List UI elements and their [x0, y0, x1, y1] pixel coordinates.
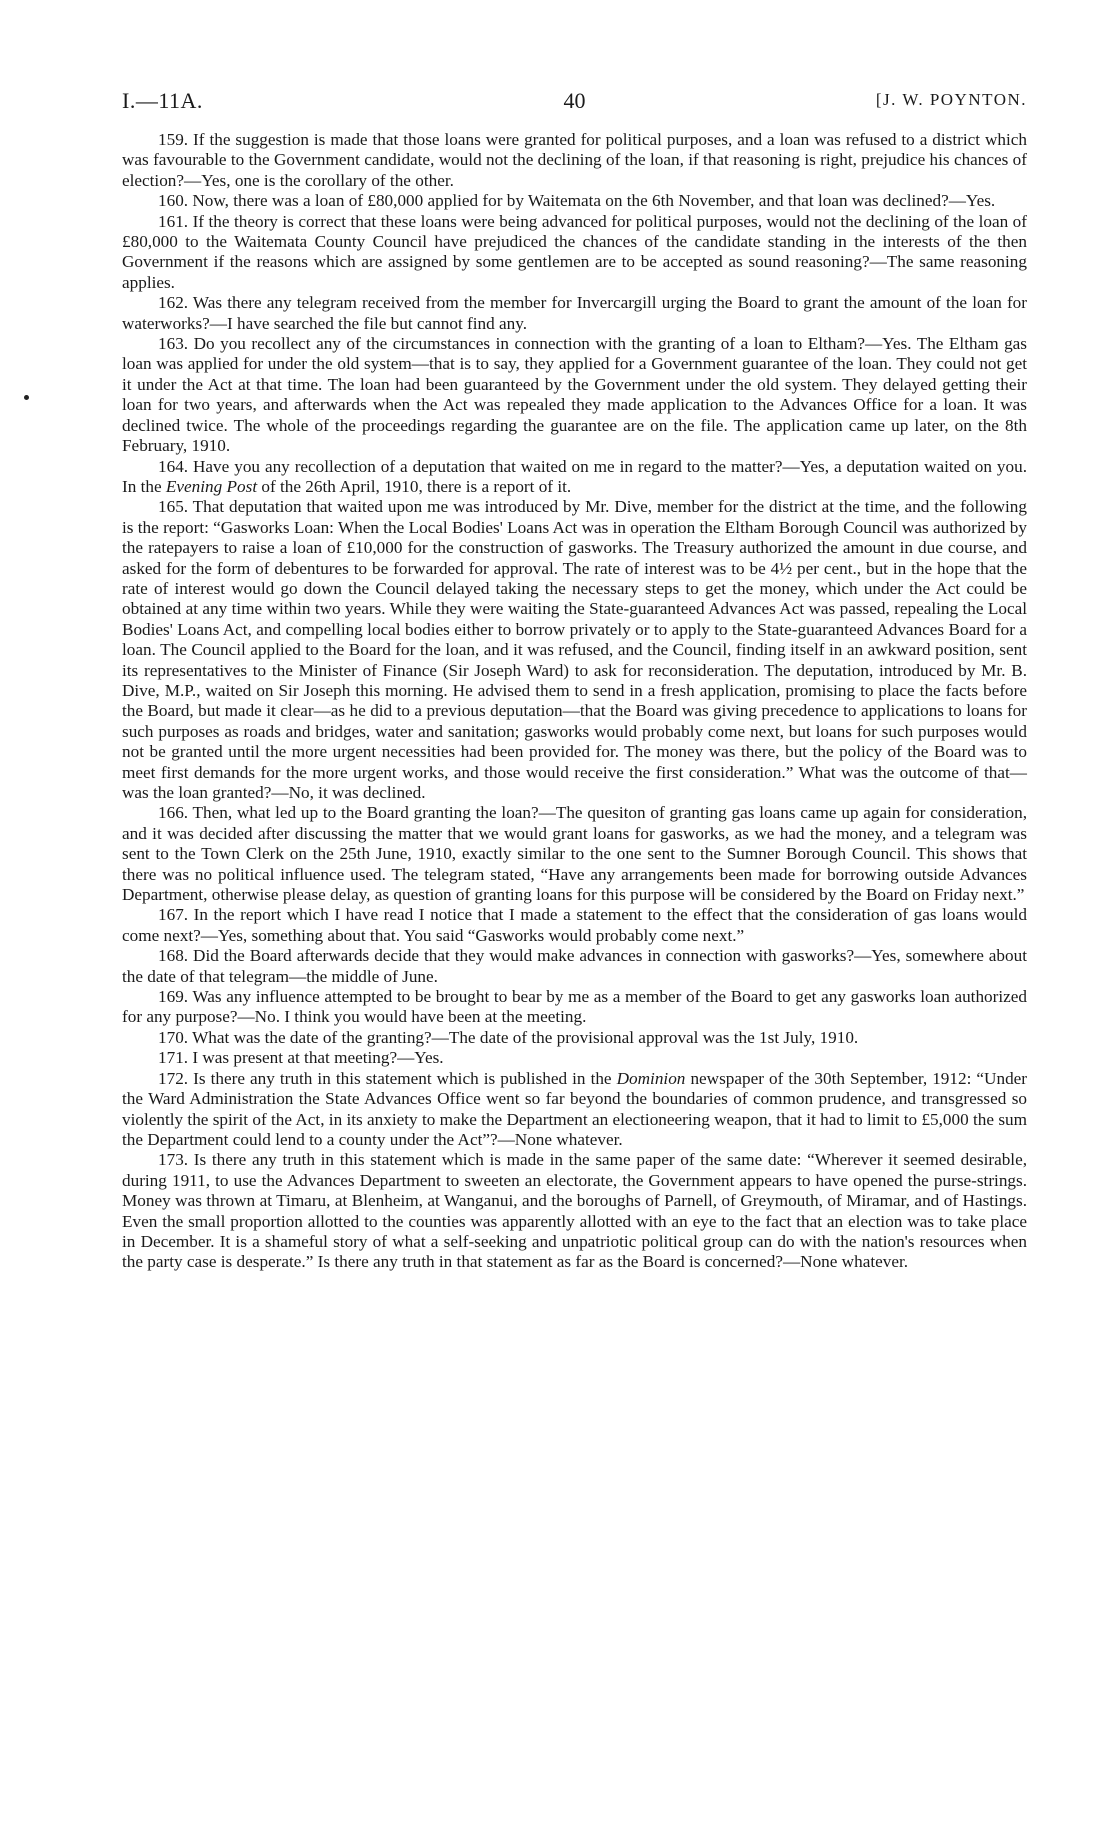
question-161: 161. If the theory is correct that these loans were being advanced for political purposes, would not the declining of the loan of £80,000 to the Waitemata County Council have prejudiced the chances of the candidate standing in the interests of the then Government if the reasons which are assigned by some gentlemen are to be accepted as sound reasoning?—The same reasoning applies. [122, 211, 1027, 292]
question-169: 169. Was any influence attempted to be brought to bear by me as a member of the Board to get any gasworks loan authorized for any purpose?—No. I think you would have been at the meeting. [122, 987, 1027, 1027]
document-page [122, 88, 1027, 1273]
question-167: 167. In the report which I have read I notice that I made a statement to the effect that the consideration of gas loans would come next?—Yes, something about that. You said “Gasworks would probably come next.” [122, 905, 1027, 945]
question-171: 171. I was present at that meeting?—Yes. [158, 1048, 444, 1068]
question-164-text-end: of the 26th April, 1910, there is a report of it. [257, 476, 572, 496]
question-166: 166. Then, what led up to the Board granting the loan?—The quesiton of granting gas loans came up again for consideration, and it was decided after discussing the matter that we would grant loans for gasworks, as we had the money, and a telegram was sent to the Town Clerk on the 25th June, 1910, exactly similar to the one sent to the Sumner Borough Council. This shows that there was no political influence used. The telegram stated, “Have any arrangements been made for borrowing outside Advances Department, otherwise please delay, as question of granting loans for this purpose will be considered by the Board on Friday next.” [122, 803, 1027, 905]
newspaper-title-dominion: Dominion [616, 1068, 686, 1088]
evidence-body [122, 130, 1027, 1273]
question-164-text-start: 164. Have you any recollection of a deputation that waited on me in regard to the matter?—Yes, a deputation waited on you. In the [122, 456, 1027, 496]
question-168: 168. Did the Board afterwards decide that they would make advances in connection with gasworks?—Yes, somewhere about the date of that telegram—the middle of June. [122, 946, 1027, 986]
question-163: 163. Do you recollect any of the circumstances in connection with the granting of a loan to Eltham?—Yes. The Eltham gas loan was applied for under the old system—that is to say, they applied for a Government guarantee of the loan. They could not get it under the Act at that time. The loan had been guaranteed by the Government under the old system. They delayed getting their loan for two years, and afterwards when the Act was repealed they made application to the Advances Office for a loan. It was declined twice. The whole of the proceedings regarding the guarantee are on the file. The application came up later, on the 8th February, 1910. [122, 334, 1027, 456]
margin-mark [24, 395, 29, 400]
page-number: 40 [563, 88, 586, 113]
question-172-text-start: 172. Is there any truth in this statement which is published in the [158, 1068, 617, 1088]
page-header [122, 88, 1027, 128]
question-159: 159. If the suggestion is made that those loans were granted for political purposes, and a loan was refused to a district which was favourable to the Government candidate, would not the declining of the loan, if that reasoning is right, prejudice his chances of election?—Yes, one is the corollary of the other. [122, 130, 1027, 190]
question-162: 162. Was there any telegram received from the member for Invercargill urging the Board to grant the amount of the loan for waterworks?—I have searched the file but cannot find any. [122, 293, 1027, 333]
witness-name: [J. W. POYNTON. [875, 90, 1027, 109]
report-reference: I.—11A. [122, 88, 203, 113]
question-164 [122, 457, 1027, 498]
newspaper-title-evening-post: Evening Post [165, 476, 258, 496]
question-165: 165. That deputation that waited upon me was introduced by Mr. Dive, member for the district at the time, and the following is the report: “Gasworks Loan: When the Local Bodies' Loans Act was in operation the Eltham Borough Council was authorized by the ratepayers to raise a loan of £10,000 for the construction of gasworks. The Treasury authorized the amount in due course, and asked for the form of debentures to be forwarded for approval. The rate of interest was to be 4½ per cent., but in the hope that the rate of interest would go down the Council delayed taking the necessary steps to get the money, which under the Act could be obtained at any time within two years. While they were waiting the State-guaranteed Advances Act was passed, repealing the Local Bodies' Loans Act, and compelling local bodies either to borrow privately or to apply to the State-guaranteed Advances Board for a loan. The Council applied to the Board for the loan, and it was refused, and the Council, finding itself in an awkward position, sent its representatives to the Minister of Finance (Sir Joseph Ward) to ask for reconsideration. The deputation, introduced by Mr. B. Dive, M.P., waited on Sir Joseph this morning. He advised them to send in a fresh application, promising to place the facts before the Board, but made it clear—as he did to a previous deputation—that the Board was giving precedence to applications to loans for such purposes as roads and bridges, water and sanitation; gasworks would probably come next, but loans for such purposes would not be granted until the more urgent necessities had been provided for. The money was there, but the policy of the Board was to meet first demands for the more urgent works, and those would receive the first consideration.” What was the outcome of that—was the loan granted?—No, it was declined. [122, 497, 1027, 802]
question-173: 173. Is there any truth in this statement which is made in the same paper of the same date: “Wherever it seemed desirable, during 1911, to use the Advances Department to sweeten an electorate, the Government appears to have opened the purse-strings. Money was thrown at Timaru, at Blenheim, at Wanganui, and the boroughs of Parnell, of Greymouth, of Miramar, and of Hastings. Even the small proportion allotted to the counties was apparently allotted with an eye to the fact that an election was to take place in December. It is a shameful story of what a self-seeking and unpatriotic political group can do with the nation's resources when the party case is desperate.” Is there any truth in that statement as far as the Board is concerned?—None whatever. [122, 1150, 1027, 1272]
question-172 [122, 1069, 1027, 1151]
question-160: 160. Now, there was a loan of £80,000 applied for by Waitemata on the 6th November, and that loan was declined?—Yes. [158, 191, 996, 211]
question-172-text-end: newspaper of the 30th September, 1912: “Under the Ward Administration the State Advances Office went so far beyond the boundaries of common prudence, and transgressed so violently the spirit of the Act, in its anxiety to make the Department an electioneering weapon, that it had to limit to £5,000 the sum the Department could lend to a county under the Act”?—None whatever. [122, 1068, 1028, 1149]
question-170: 170. What was the date of the granting?—The date of the provisional approval was the 1st July, 1910. [158, 1027, 859, 1047]
